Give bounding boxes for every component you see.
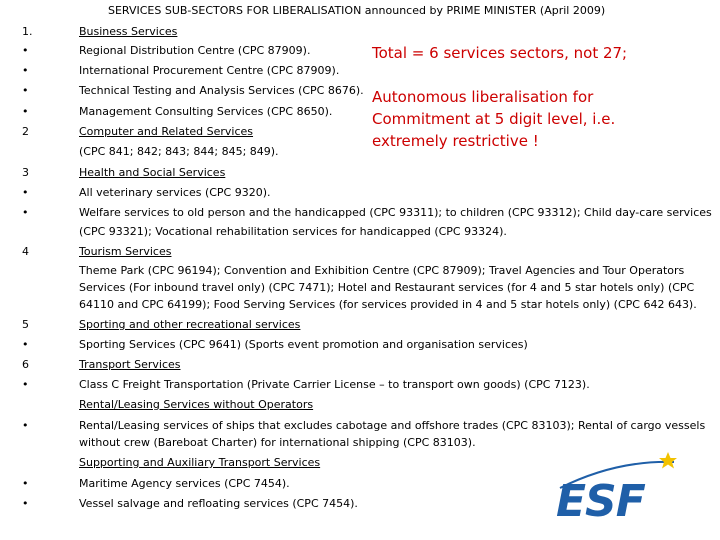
list-item: Vessel salvage and refloating services (CPC 7454). <box>79 497 358 510</box>
page-title: SERVICES SUB-SECTORS FOR LIBERALISATION announced by PRIME MINISTER (April 2009) <box>108 4 606 17</box>
list-item: (CPC 93321); Vocational rehabilitation services for handicapped (CPC 93324). <box>79 225 507 238</box>
total-sectors-note: Total = 6 services sectors, not 27; <box>372 44 628 62</box>
list-item: Services (For inbound travel only) (CPC 7471); Hotel and Restaurant services (for 4 and 5 star hotels only) (CPC <box>79 281 695 294</box>
list-item: Regional Distribution Centre (CPC 87909). <box>79 44 311 57</box>
subsection-heading-rental-leasing: Rental/Leasing Services without Operators <box>79 398 314 411</box>
esf-logo-text: ESF <box>556 476 645 522</box>
autonomous-note-line-3: extremely restrictive ! <box>372 132 539 150</box>
list-marker: • <box>22 64 29 77</box>
list-item: Rental/Leasing services of ships that excludes cabotage and offshore trades (CPC 83103); Rental of cargo vessels <box>79 419 706 432</box>
list-item: Maritime Agency services (CPC 7454). <box>79 477 290 490</box>
subsection-heading-supporting-transport: Supporting and Auxiliary Transport Services <box>79 456 321 469</box>
list-marker: • <box>22 378 29 391</box>
list-marker: 5 <box>22 318 29 331</box>
list-item: Technical Testing and Analysis Services (CPC 8676). <box>79 84 364 97</box>
list-item: Theme Park (CPC 96194); Convention and Exhibition Centre (CPC 87909); Travel Agencies and Tour Operators <box>79 264 685 277</box>
list-marker: • <box>22 419 29 432</box>
list-marker: 3 <box>22 166 29 179</box>
list-marker: • <box>22 338 29 351</box>
list-marker: 4 <box>22 245 29 258</box>
list-item: Management Consulting Services (CPC 8650). <box>79 105 333 118</box>
section-heading-computer-services: Computer and Related Services <box>79 125 254 138</box>
list-marker: • <box>22 105 29 118</box>
list-marker: • <box>22 84 29 97</box>
esf-logo <box>556 452 680 522</box>
list-item: International Procurement Centre (CPC 87909). <box>79 64 340 77</box>
star-icon <box>659 452 677 469</box>
list-marker: • <box>22 477 29 490</box>
section-heading-tourism-services: Tourism Services <box>79 245 172 258</box>
list-item: Class C Freight Transportation (Private Carrier License – to transport own goods) (CPC 7123). <box>79 378 590 391</box>
list-item: Welfare services to old person and the handicapped (CPC 93311); to children (CPC 93312); Child day-care services <box>79 206 712 219</box>
list-item: All veterinary services (CPC 9320). <box>79 186 271 199</box>
list-item: without crew (Bareboat Charter) for international shipping (CPC 83103). <box>79 436 476 449</box>
section-heading-health-services: Health and Social Services <box>79 166 226 179</box>
list-marker: • <box>22 206 29 219</box>
list-marker: 6 <box>22 358 29 371</box>
section-heading-sporting-services: Sporting and other recreational services <box>79 318 301 331</box>
list-marker: • <box>22 186 29 199</box>
autonomous-note-line-2: Commitment at 5 digit level, i.e. <box>372 110 616 128</box>
section-heading-transport-services: Transport Services <box>79 358 181 371</box>
autonomous-note-line-1: Autonomous liberalisation for <box>372 88 594 106</box>
list-item: (CPC 841; 842; 843; 844; 845; 849). <box>79 145 279 158</box>
list-marker: 1. <box>22 25 33 38</box>
list-marker: 2 <box>22 125 29 138</box>
list-item: 64110 and CPC 64199); Food Serving Services (for services provided in 4 and 5 star hotels only) (CPC 642 643). <box>79 298 697 311</box>
section-heading-business-services: Business Services <box>79 25 178 38</box>
list-marker: • <box>22 44 29 57</box>
list-item: Sporting Services (CPC 9641) (Sports event promotion and organisation services) <box>79 338 528 351</box>
list-marker: • <box>22 497 29 510</box>
